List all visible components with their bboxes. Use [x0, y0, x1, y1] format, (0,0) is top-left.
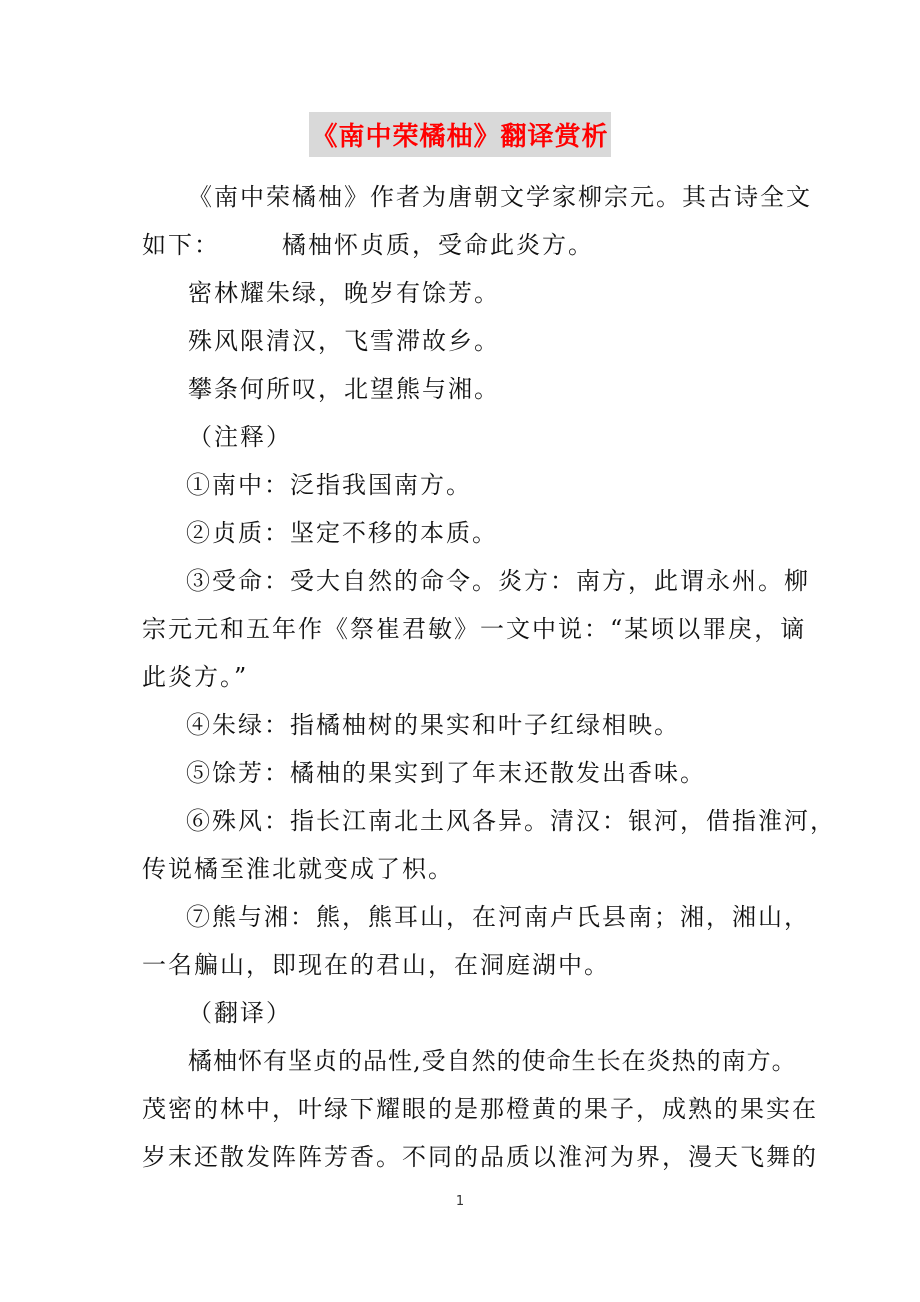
note-item: ④朱绿：指橘柚树的果实和叶子红绿相映。 — [186, 711, 680, 739]
note-item: ⑦熊与湘：熊，熊耳山，在河南卢氏县南；湘，湘山， — [186, 903, 810, 931]
notes-heading: （注释） — [188, 423, 292, 451]
intro-line-1: 《南中荣橘柚》作者为唐朝文学家柳宗元。其古诗全文 — [188, 183, 812, 211]
document-title: 《南中荣橘柚》翻译赏析 — [309, 112, 610, 157]
note-item-continued: 传说橘至淮北就变成了枳。 — [142, 855, 454, 883]
poem-line: 攀条何所叹，北望熊与湘。 — [188, 375, 500, 403]
translation-line: 橘柚怀有坚贞的品性,受自然的使命生长在炎热的南方。 — [188, 1047, 797, 1075]
note-item: ③受命：受大自然的命令。炎方：南方，此谓永州。柳 — [186, 567, 810, 595]
note-item-continued: 一名艑山，即现在的君山，在洞庭湖中。 — [142, 951, 610, 979]
intro-line-2 — [142, 230, 792, 260]
translation-line: 岁末还散发阵阵芳香。不同的品质以淮河为界，漫天飞舞的 — [142, 1143, 818, 1171]
note-item-continued: 宗元元和五年作《祭崔君敏》一文中说：“某顷以罪戾，谪 — [142, 615, 807, 643]
translation-line: 茂密的林中，叶绿下耀眼的是那橙黄的果子，成熟的果实在 — [142, 1095, 818, 1123]
poem-line: 殊风限清汉，飞雪滞故乡。 — [188, 327, 500, 355]
note-item: ⑥殊风：指长江南北土风各异。清汉：银河，借指淮河， — [186, 807, 836, 835]
translation-heading: （翻译） — [188, 999, 292, 1027]
note-item-continued: 此炎方。” — [142, 663, 249, 691]
intro-line-2-rest: 橘柚怀贞质，受命此炎方。 — [282, 231, 594, 259]
note-item: ⑤馀芳：橘柚的果实到了年末还散发出香味。 — [186, 759, 706, 787]
note-item: ②贞质：坚定不移的本质。 — [186, 519, 498, 547]
note-item: ①南中：泛指我国南方。 — [186, 471, 472, 499]
poem-line: 密林耀朱绿，晚岁有馀芳。 — [188, 279, 500, 307]
page-number: 1 — [455, 1194, 465, 1209]
intro-line-2-prefix: 如下： — [142, 231, 220, 259]
title-container — [0, 112, 920, 157]
